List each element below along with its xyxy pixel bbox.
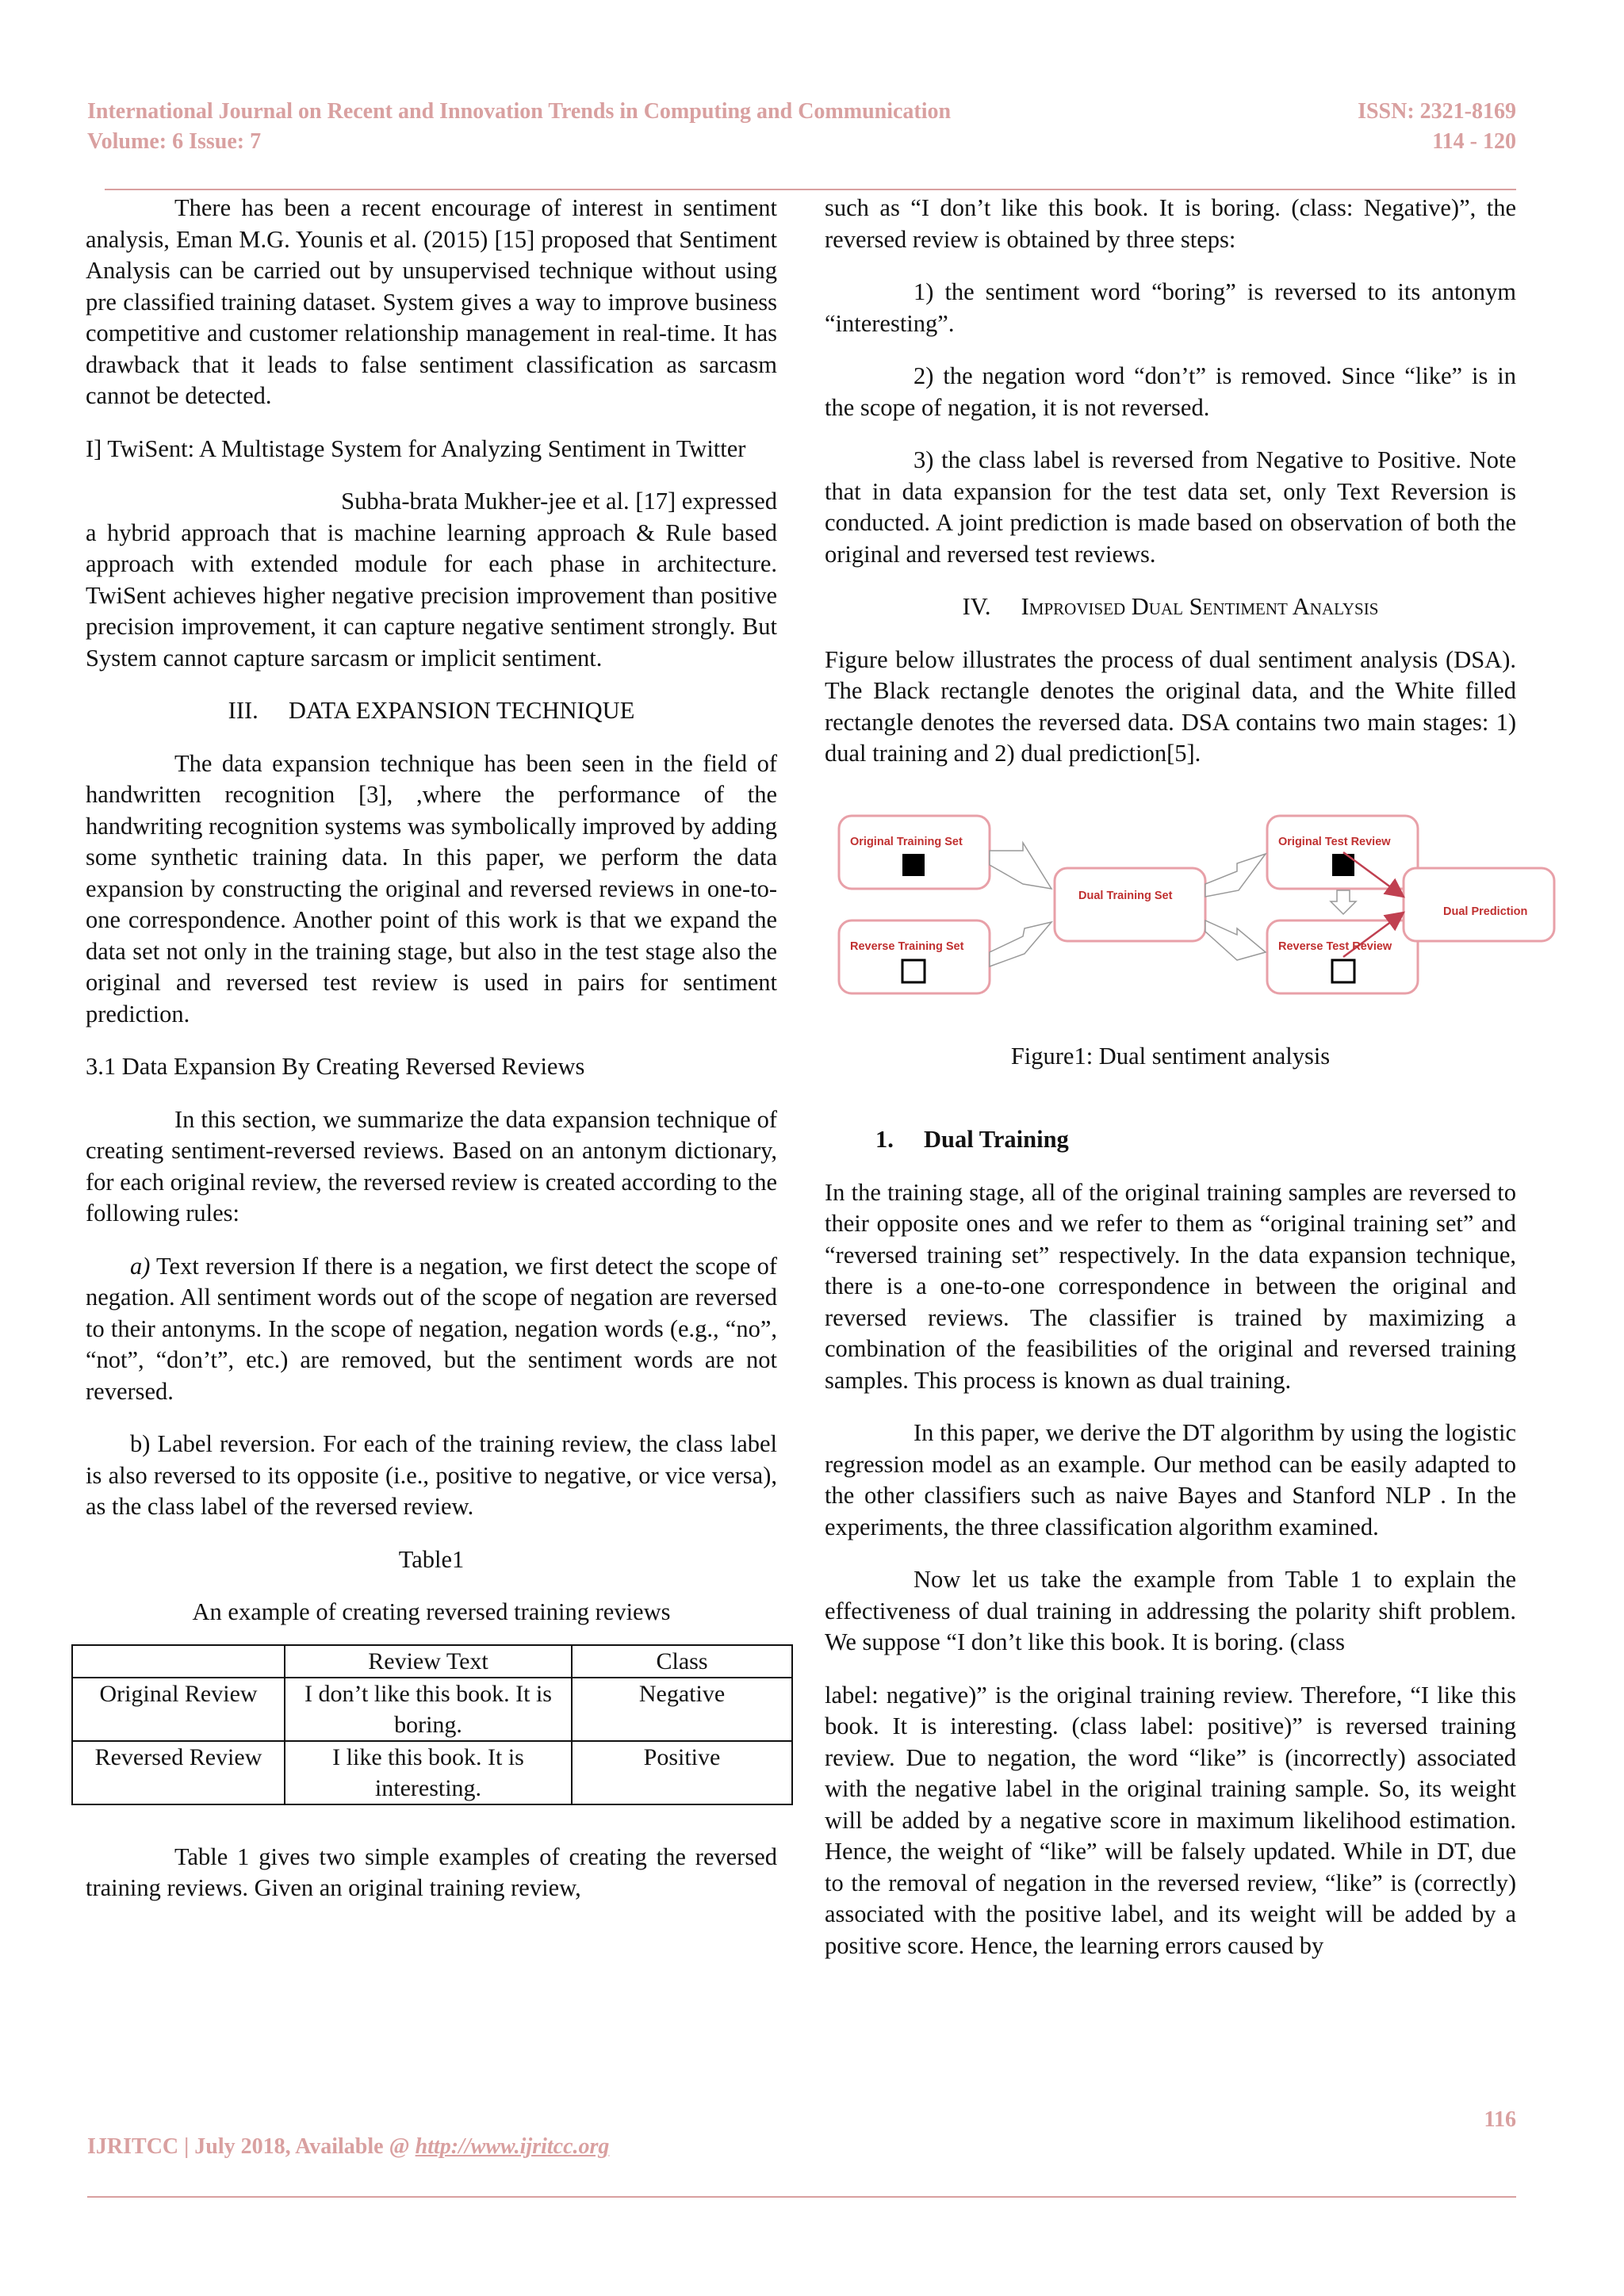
subsection-heading-dual-training bbox=[825, 1124, 1516, 1156]
subheading-twisent: I] TwiSent: A Multistage System for Analyzing Sentiment in Twitter bbox=[86, 434, 746, 462]
text-reversion-body: Text reversion If there is a negation, we first detect the scope of negation. All sentiment words out of the scope of negation are reversed to their antonyms. In the scope of negation, negation words (e.g., “no”, “not”, “don’t”, etc.) are removed, but the sentiment words are not reversed. bbox=[86, 1252, 777, 1405]
table-cell: Reversed Review bbox=[72, 1741, 285, 1804]
paragraph-example: such as “I don’t like this book. It is boring. (class: Negative)”, the reversed review is obtained by three steps: bbox=[825, 194, 1516, 253]
footer-divider bbox=[87, 2196, 1516, 2198]
subsection-heading-3-1: 3.1 Data Expansion By Creating Reversed Reviews bbox=[86, 1053, 585, 1080]
table-cell: Original Review bbox=[72, 1678, 285, 1741]
paragraph-dt-algorithm: In this paper, we derive the DT algorithm by using the logistic regression model as an example. Our method can be easily adapted to the other classifiers such as naive Bayes and Stanford NLP . In the experiments, the three classification algorithm examined. bbox=[825, 1419, 1516, 1540]
paragraph-training-stage: In the training stage, all of the original training samples are reversed to their opposite ones and we refer to them as “original training set” and “reversed training set” respectively. In the data expansion technique, there is a one-to-one correspondence in between the original and reversed reviews. The classifier is trained by maximizing a combination of the feasibilities of the original and reversed training samples. This process is known as dual training. bbox=[825, 1178, 1516, 1394]
header-divider bbox=[105, 189, 1516, 190]
paragraph-text-reversion bbox=[86, 1251, 777, 1408]
running-header-left bbox=[87, 97, 951, 157]
label-dual-training-set: Dual Training Set bbox=[1078, 889, 1173, 902]
label-reverse-test-review: Reverse Test Review bbox=[1278, 939, 1392, 953]
section-number: III. bbox=[228, 697, 259, 724]
label-original-test-review: Original Test Review bbox=[1278, 835, 1391, 848]
paragraph-data-expansion: The data expansion technique has been seen in the field of handwritten recognition [3], ,where the performance of the handwriting recognition systems was symbolically improved by adding some synthetic training data. In this paper, we perform the data expansion by constructing the original and reversed reviews in one-to-one correspondence. Another point of this work is that we expand the data set not only in the training stage, but also in the test stage also the original and reversed test review is used in pairs for sentiment prediction. bbox=[86, 749, 777, 1027]
figure-dual-sentiment-analysis bbox=[817, 802, 1562, 1024]
journal-volume: Volume: 6 Issue: 7 bbox=[87, 129, 262, 154]
table-cell: Positive bbox=[572, 1741, 792, 1804]
label-original-training-set: Original Training Set bbox=[850, 835, 963, 848]
subsection-title: Dual Training bbox=[924, 1126, 1069, 1153]
reverse-training-square bbox=[902, 960, 925, 982]
table-header-row bbox=[72, 1645, 792, 1678]
example-table bbox=[71, 1644, 793, 1805]
footer-link[interactable]: http://www.ijritcc.org bbox=[415, 2134, 610, 2159]
arrow-test-down bbox=[1331, 890, 1356, 914]
paragraph-dsa: Figure below illustrates the process of dual sentiment analysis (DSA). The Black rectangle denotes the original data, and the White filled rectangle denotes the reversed data. DSA contains two main stages: 1) dual training and 2) dual prediction[5]. bbox=[825, 645, 1516, 767]
paragraph-twisent: a hybrid approach that is machine learning approach & Rule based approach with extended module for each phase in architecture. TwiSent achieves higher negative precision improvement than positive precision improvement, it can capture negative sentiment strongly. But System cannot capture sarcasm or implicit sentiment. bbox=[86, 519, 777, 672]
subsection-number: 1. bbox=[875, 1126, 894, 1153]
section-heading-4 bbox=[825, 591, 1516, 623]
label-reverse-training-set: Reverse Training Set bbox=[850, 939, 964, 953]
footer-label: IJRITCC | July 2018, Available @ bbox=[87, 2134, 416, 2159]
table-cell: Negative bbox=[572, 1678, 792, 1741]
arrow-training-to-dual-2 bbox=[990, 922, 1051, 966]
section-number: IV. bbox=[962, 593, 991, 620]
table-row bbox=[72, 1678, 792, 1741]
page-range: 114 - 120 bbox=[1432, 129, 1516, 154]
left-column bbox=[86, 193, 777, 1904]
step-3: 3) the class label is reversed from Negative to Positive. Note that in data expansion for the test data set, only Text Reversion is conducted. A joint prediction is made based on observation of both the original and reversed test reviews. bbox=[825, 446, 1516, 568]
running-header-right bbox=[1358, 97, 1516, 157]
paragraph-label-reversion: b) Label reversion. For each of the training review, the class label is also reversed to its opposite (i.e., positive to negative, or vice versa), as the class label of the reversed review. bbox=[86, 1430, 777, 1520]
table-header-cell: Review Text bbox=[285, 1645, 572, 1678]
paragraph-label-negative: label: negative)” is the original training review. Therefore, “I like this book. It is interesting. (class label: positive)” is reversed training review. Due to negation, the word “like” is (incorrectly) associated with the negative label in the original training sample. So, its weight will be added by a negative score in maximum likelihood estimation. Hence, the weight of “like” will be falsely updated. While in DT, due to the removal of negation in the reversed review, “like” is (correctly) associated with the positive label, and its weight will be added by a positive score. Hence, the learning errors caused by bbox=[825, 1681, 1516, 1959]
step-2: 2) the negation word “don’t” is removed. Since “like” is in the scope of negation, it is not reversed. bbox=[825, 362, 1516, 421]
table-header-cell bbox=[72, 1645, 285, 1678]
paragraph-summary: In this section, we summarize the data expansion technique of creating sentiment-reversed reviews. Based on an antonym dictionary, for each original review, the reversed review is created according to the following rules: bbox=[86, 1105, 777, 1226]
journal-name: International Journal on Recent and Innovation Trends in Computing and Communication bbox=[87, 99, 952, 124]
paragraph-twisent-start: Subha-brata Mukher-jee et al. [17] expressed bbox=[341, 488, 777, 515]
table-cell: I like this book. It is interesting. bbox=[285, 1741, 572, 1804]
table-cell: I don’t like this book. It is boring. bbox=[285, 1678, 572, 1741]
journal-issn: ISSN: 2321-8169 bbox=[1358, 99, 1516, 124]
arrow-training-to-dual-1 bbox=[990, 843, 1051, 889]
section-title: DATA EXPANSION TECHNIQUE bbox=[288, 697, 635, 724]
table-label: Table1 bbox=[398, 1545, 465, 1573]
table-row bbox=[72, 1741, 792, 1804]
reverse-test-square bbox=[1332, 960, 1354, 982]
section-title: Improvised Dual Sentiment Analysis bbox=[1021, 593, 1379, 620]
arrow-dual-to-test-2 bbox=[1205, 920, 1266, 960]
footer-text bbox=[87, 2134, 609, 2160]
paragraph-intro: There has been a recent encourage of interest in sentiment analysis, Eman M.G. Younis et al. (2015) [15] proposed that Sentiment Analysis can be carried out by unsupervised technique without using pre classified training dataset. System gives a way to improve business competitive and customer relationship management in real-time. It has drawback that it leads to false sentiment classification as sarcasm cannot be detected. bbox=[86, 194, 777, 409]
table-header-cell: Class bbox=[572, 1645, 792, 1678]
label-dual-prediction: Dual Prediction bbox=[1443, 905, 1528, 918]
right-column bbox=[825, 193, 1528, 1961]
arrow-dual-to-test-1 bbox=[1205, 854, 1266, 897]
table-caption: An example of creating reversed training reviews bbox=[192, 1598, 671, 1625]
paragraph-table-explanation: Table 1 gives two simple examples of creating the reversed training reviews. Given an original training review, bbox=[86, 1843, 777, 1901]
page-number: 116 bbox=[1484, 2107, 1516, 2132]
section-heading-3 bbox=[86, 695, 777, 727]
list-label: a) bbox=[130, 1252, 151, 1280]
figure-caption: Figure1: Dual sentiment analysis bbox=[1010, 1042, 1331, 1070]
paragraph-example-table1: Now let us take the example from Table 1 to explain the effectiveness of dual training in addressing the polarity shift problem. We suppose “I don’t like this book. It is boring. (class bbox=[825, 1566, 1516, 1655]
step-1: 1) the sentiment word “boring” is reversed to its antonym “interesting”. bbox=[825, 278, 1516, 337]
